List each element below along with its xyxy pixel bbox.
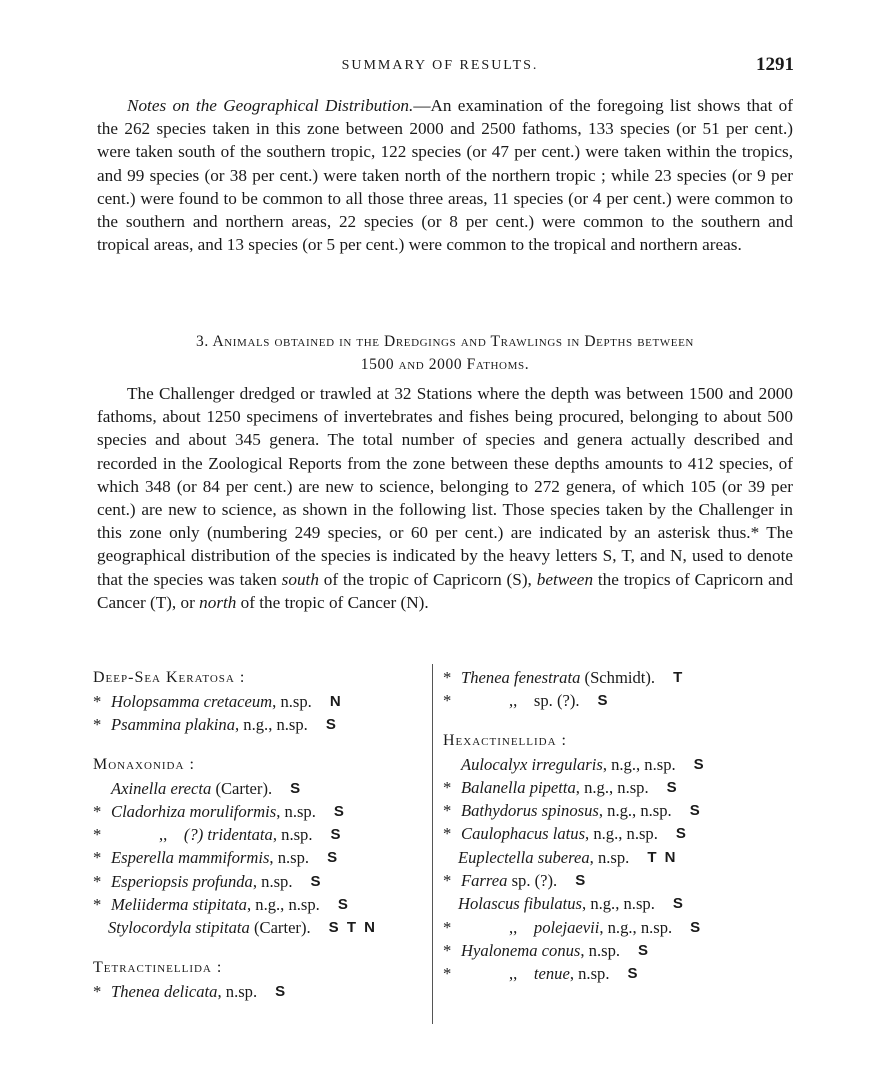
taxon-group <box>443 666 803 713</box>
authority-note: , n.sp. <box>276 801 316 821</box>
asterisk-mark: * <box>443 668 452 687</box>
distribution-code: S <box>675 825 688 843</box>
species-epithet: mammiformis <box>178 848 270 868</box>
paragraph-part-4: of the tropic of Cancer (N). <box>236 592 429 612</box>
genus-name: Esperella <box>111 848 174 868</box>
running-title: SUMMARY OF RESULTS. <box>341 58 539 73</box>
species-name <box>111 777 272 800</box>
distribution-code: S <box>689 802 702 820</box>
species-epithet: moruliformis <box>189 801 277 821</box>
species-entry <box>443 666 803 689</box>
species-epithet: tenue <box>533 964 570 984</box>
section-heading <box>97 330 793 376</box>
species-entry <box>93 713 433 736</box>
authority-note: , n.g., n.sp. <box>598 801 672 821</box>
authority-note: , n.g., n.sp. <box>575 777 649 797</box>
species-name <box>509 962 609 985</box>
species-name <box>461 753 676 776</box>
species-entry <box>93 893 433 916</box>
authority-note: , n.sp. <box>269 848 310 868</box>
species-entry <box>93 690 433 713</box>
species-name <box>458 892 655 915</box>
authority-note: , n.g., n.sp. <box>585 824 658 844</box>
asterisk-mark: * <box>443 871 452 891</box>
species-epithet: latus <box>552 824 586 844</box>
authority-note: , n.sp. <box>569 964 610 984</box>
genus-name: Balanella <box>461 777 526 797</box>
asterisk-mark: * <box>93 825 102 845</box>
genus-name: Cladorhiza <box>111 801 186 821</box>
word-south: south <box>281 569 319 589</box>
authority-note: (Carter). <box>249 918 311 938</box>
asterisk-mark: * <box>93 801 102 821</box>
distribution-code: S <box>290 779 303 797</box>
genus-name: Axinella <box>111 778 167 798</box>
genus-name: Hyalonema <box>461 940 538 960</box>
genus-name: Farrea <box>461 871 508 891</box>
asterisk-mark: * <box>93 715 102 735</box>
taxon-group-heading: Hexactinellida : <box>443 731 567 749</box>
species-name <box>461 869 557 892</box>
species-epithet: suberea <box>537 847 590 867</box>
authority-note: , n.g., n.sp. <box>582 894 655 914</box>
genus-name: Aulocalyx <box>461 754 528 774</box>
asterisk-mark: * <box>443 801 452 821</box>
authority-note: , n.sp. <box>272 825 313 845</box>
word-north: north <box>199 592 237 612</box>
paragraph-part-3: the tropics of Capricorn and Cancer (T), or <box>97 569 793 612</box>
species-entry <box>93 870 433 893</box>
asterisk-mark: * <box>93 871 102 891</box>
species-entry <box>443 892 803 915</box>
species-entry <box>443 776 803 799</box>
authority-note: , n.g., n.sp. <box>235 715 308 735</box>
species-name <box>159 823 313 846</box>
distribution-code: S <box>330 826 343 844</box>
ditto-mark: ,, <box>509 917 518 937</box>
distribution-code: N <box>329 693 343 710</box>
species-name <box>461 939 620 962</box>
species-name <box>108 916 311 939</box>
species-name <box>111 690 312 713</box>
species-name <box>458 846 629 869</box>
authority-note: , n.sp. <box>217 981 258 1001</box>
distribution-code: T N <box>647 848 678 866</box>
notes-text: —An examination of the foregoing list shows that of the 262 species taken in this zone between 2000 and 2500 fathoms, 133 species (or 51 per cent.) were taken south of the southern tropic, 122 species (or 47 per cent.) were taken within the tropics, and 99 species (or 38 per cent.) were taken north of the northern tropic ; while 23 species (or 9 per cent.) were found to be common to all those three areas, 11 species (or 4 per cent.) were common to the southern and northern areas, 22 species (or 8 per cent.) were common to the southern and tropical areas, and 13 species (or 5 per cent.) were common to the tropical and northern areas. <box>97 96 793 255</box>
species-epithet: (?) tridentata <box>183 825 273 845</box>
species-name <box>461 799 672 822</box>
taxon-group-heading: Deep-Sea Keratosa : <box>93 669 246 686</box>
section-paragraph <box>97 382 793 614</box>
section-heading-line2: 1500 and 2000 Fathoms. <box>360 356 530 373</box>
distribution-code: S <box>337 896 350 914</box>
asterisk-mark: * <box>443 691 452 711</box>
authority-note: (Schmidt). <box>580 668 656 687</box>
species-entry <box>443 822 803 845</box>
taxon-group <box>443 729 803 986</box>
genus-name: Euplectella <box>458 847 534 867</box>
species-epithet: pipetta <box>529 777 576 797</box>
authority-note: (Carter). <box>211 778 273 798</box>
authority-note: , n.g., n.sp. <box>246 895 320 915</box>
genus-name: Psammina <box>111 715 182 735</box>
species-name <box>461 666 655 689</box>
species-epithet: cretaceum <box>203 692 273 711</box>
paragraph-part-1: The Challenger dredged or trawled at 32 Stations where the depth was between 1500 and 2000 fathoms, about 1250 specimens of invertebrates and fishes being procured, belonging to about 500 species and about 345 genera. The total number of species and genera actually described and recorded in the Zoological Reports from the zone between these depths amounts to 412 species, of which 348 (or 84 per cent.) are new to science, belonging to 272 genera, of which 105 (or 39 per cent.) are new to science, as shown in the following list. Those species taken by the Challenger in this zone only (numbering 249 species, or 60 per cent.) are indicated by an asterisk thus.* The geographical distribution of the species is indicated by the heavy letters S, T, and N, used to denote that the species was taken <box>97 384 793 589</box>
species-entry <box>443 869 803 892</box>
asterisk-mark: * <box>443 777 452 797</box>
species-entry <box>443 799 803 822</box>
genus-name: Thenea <box>461 668 510 687</box>
distribution-code: S <box>333 802 346 820</box>
distribution-code: S T N <box>328 919 377 937</box>
genus-name: Thenea <box>111 981 160 1001</box>
distribution-code: S <box>627 965 640 983</box>
species-epithet: spinosus <box>541 801 599 821</box>
asterisk-mark: * <box>443 917 452 937</box>
authority-note: , n.g., n.sp. <box>602 754 676 774</box>
asterisk-mark: * <box>443 964 452 984</box>
distribution-code: S <box>690 918 703 936</box>
section-heading-line1: 3. Animals obtained in the Dredgings and Trawlings in Depths between <box>196 333 694 350</box>
authority-note: , n.sp. <box>589 847 630 867</box>
species-name <box>111 800 316 823</box>
species-name <box>461 822 658 845</box>
species-entry <box>93 846 433 869</box>
asterisk-mark: * <box>443 824 452 844</box>
genus-name: Caulophacus <box>461 824 549 844</box>
species-list-left <box>93 666 433 1019</box>
distribution-code: S <box>672 895 685 913</box>
genus-name: Stylocordyla <box>108 918 192 938</box>
distribution-code: S <box>666 778 679 796</box>
genus-name: Bathydorus <box>461 801 538 821</box>
species-entry <box>93 980 433 1003</box>
species-entry <box>443 939 803 962</box>
species-name <box>111 893 320 916</box>
species-entry <box>443 916 803 939</box>
species-epithet: polejaevii <box>533 917 600 937</box>
species-name <box>461 776 649 799</box>
species-entry <box>443 846 803 869</box>
ditto-mark: ,, <box>509 964 518 984</box>
page-number: 1291 <box>756 54 794 75</box>
species-epithet: fenestrata <box>514 668 581 687</box>
genus-name: Meliiderma <box>111 895 189 915</box>
genus-name: Esperiopsis <box>111 871 189 891</box>
taxon-group <box>93 666 433 737</box>
distribution-code: S <box>597 692 610 710</box>
taxon-group-heading: Monaxonida : <box>93 755 195 773</box>
distribution-code: S <box>638 941 651 959</box>
species-list-right <box>443 666 803 1002</box>
authority-note: , n.sp. <box>580 940 621 960</box>
authority-note: , n.sp. <box>252 871 293 891</box>
distribution-code: S <box>310 872 323 890</box>
asterisk-mark: * <box>93 895 102 915</box>
species-name <box>111 846 309 869</box>
authority-note: sp. (?). <box>511 871 558 891</box>
distribution-code: S <box>575 872 588 890</box>
species-epithet: stipitata <box>192 895 247 915</box>
genus-name: Holascus <box>458 894 520 914</box>
species-entry <box>93 916 433 939</box>
distribution-code: S <box>327 849 340 867</box>
species-entry <box>443 962 803 985</box>
species-name <box>509 916 672 939</box>
genus-name: Holopsamma <box>111 692 200 711</box>
ditto-mark: ,, <box>159 825 168 845</box>
species-name <box>111 980 257 1003</box>
asterisk-mark: * <box>93 692 102 711</box>
distribution-code: S <box>693 755 706 773</box>
species-entry <box>93 823 433 846</box>
authority-note: , n.sp. <box>272 692 312 711</box>
species-entry <box>93 777 433 800</box>
species-epithet: irregularis <box>531 754 603 774</box>
species-entry <box>443 753 803 776</box>
species-name <box>509 689 580 712</box>
species-entry <box>443 689 803 712</box>
species-name <box>111 870 293 893</box>
species-entry <box>93 800 433 823</box>
species-epithet: erecta <box>170 778 212 798</box>
species-epithet: profunda <box>192 871 253 891</box>
distribution-notes <box>97 94 793 256</box>
species-epithet: fibulatus <box>523 894 583 914</box>
word-between: between <box>536 569 594 589</box>
species-epithet: stipitata <box>195 918 250 938</box>
taxon-group-heading: Tetractinellida : <box>93 958 223 976</box>
distribution-code: S <box>325 716 338 734</box>
taxon-group <box>93 956 433 1003</box>
asterisk-mark: * <box>93 981 102 1001</box>
authority-note: sp. (?). <box>533 691 580 711</box>
distribution-code: S <box>275 982 288 1000</box>
species-epithet: delicata <box>164 981 218 1001</box>
asterisk-mark: * <box>443 940 452 960</box>
taxon-group <box>93 753 433 940</box>
asterisk-mark: * <box>93 848 102 868</box>
authority-note: , n.g., n.sp. <box>599 917 673 937</box>
ditto-mark: ,, <box>509 691 518 711</box>
paragraph-part-2: of the tropic of Capricorn (S), <box>318 569 537 589</box>
species-name <box>111 713 308 736</box>
distribution-code: T <box>673 669 685 686</box>
species-epithet: plakina <box>185 715 235 735</box>
notes-lead: Notes on the Geographical Distribution. <box>127 96 414 115</box>
species-epithet: conus <box>541 940 581 960</box>
